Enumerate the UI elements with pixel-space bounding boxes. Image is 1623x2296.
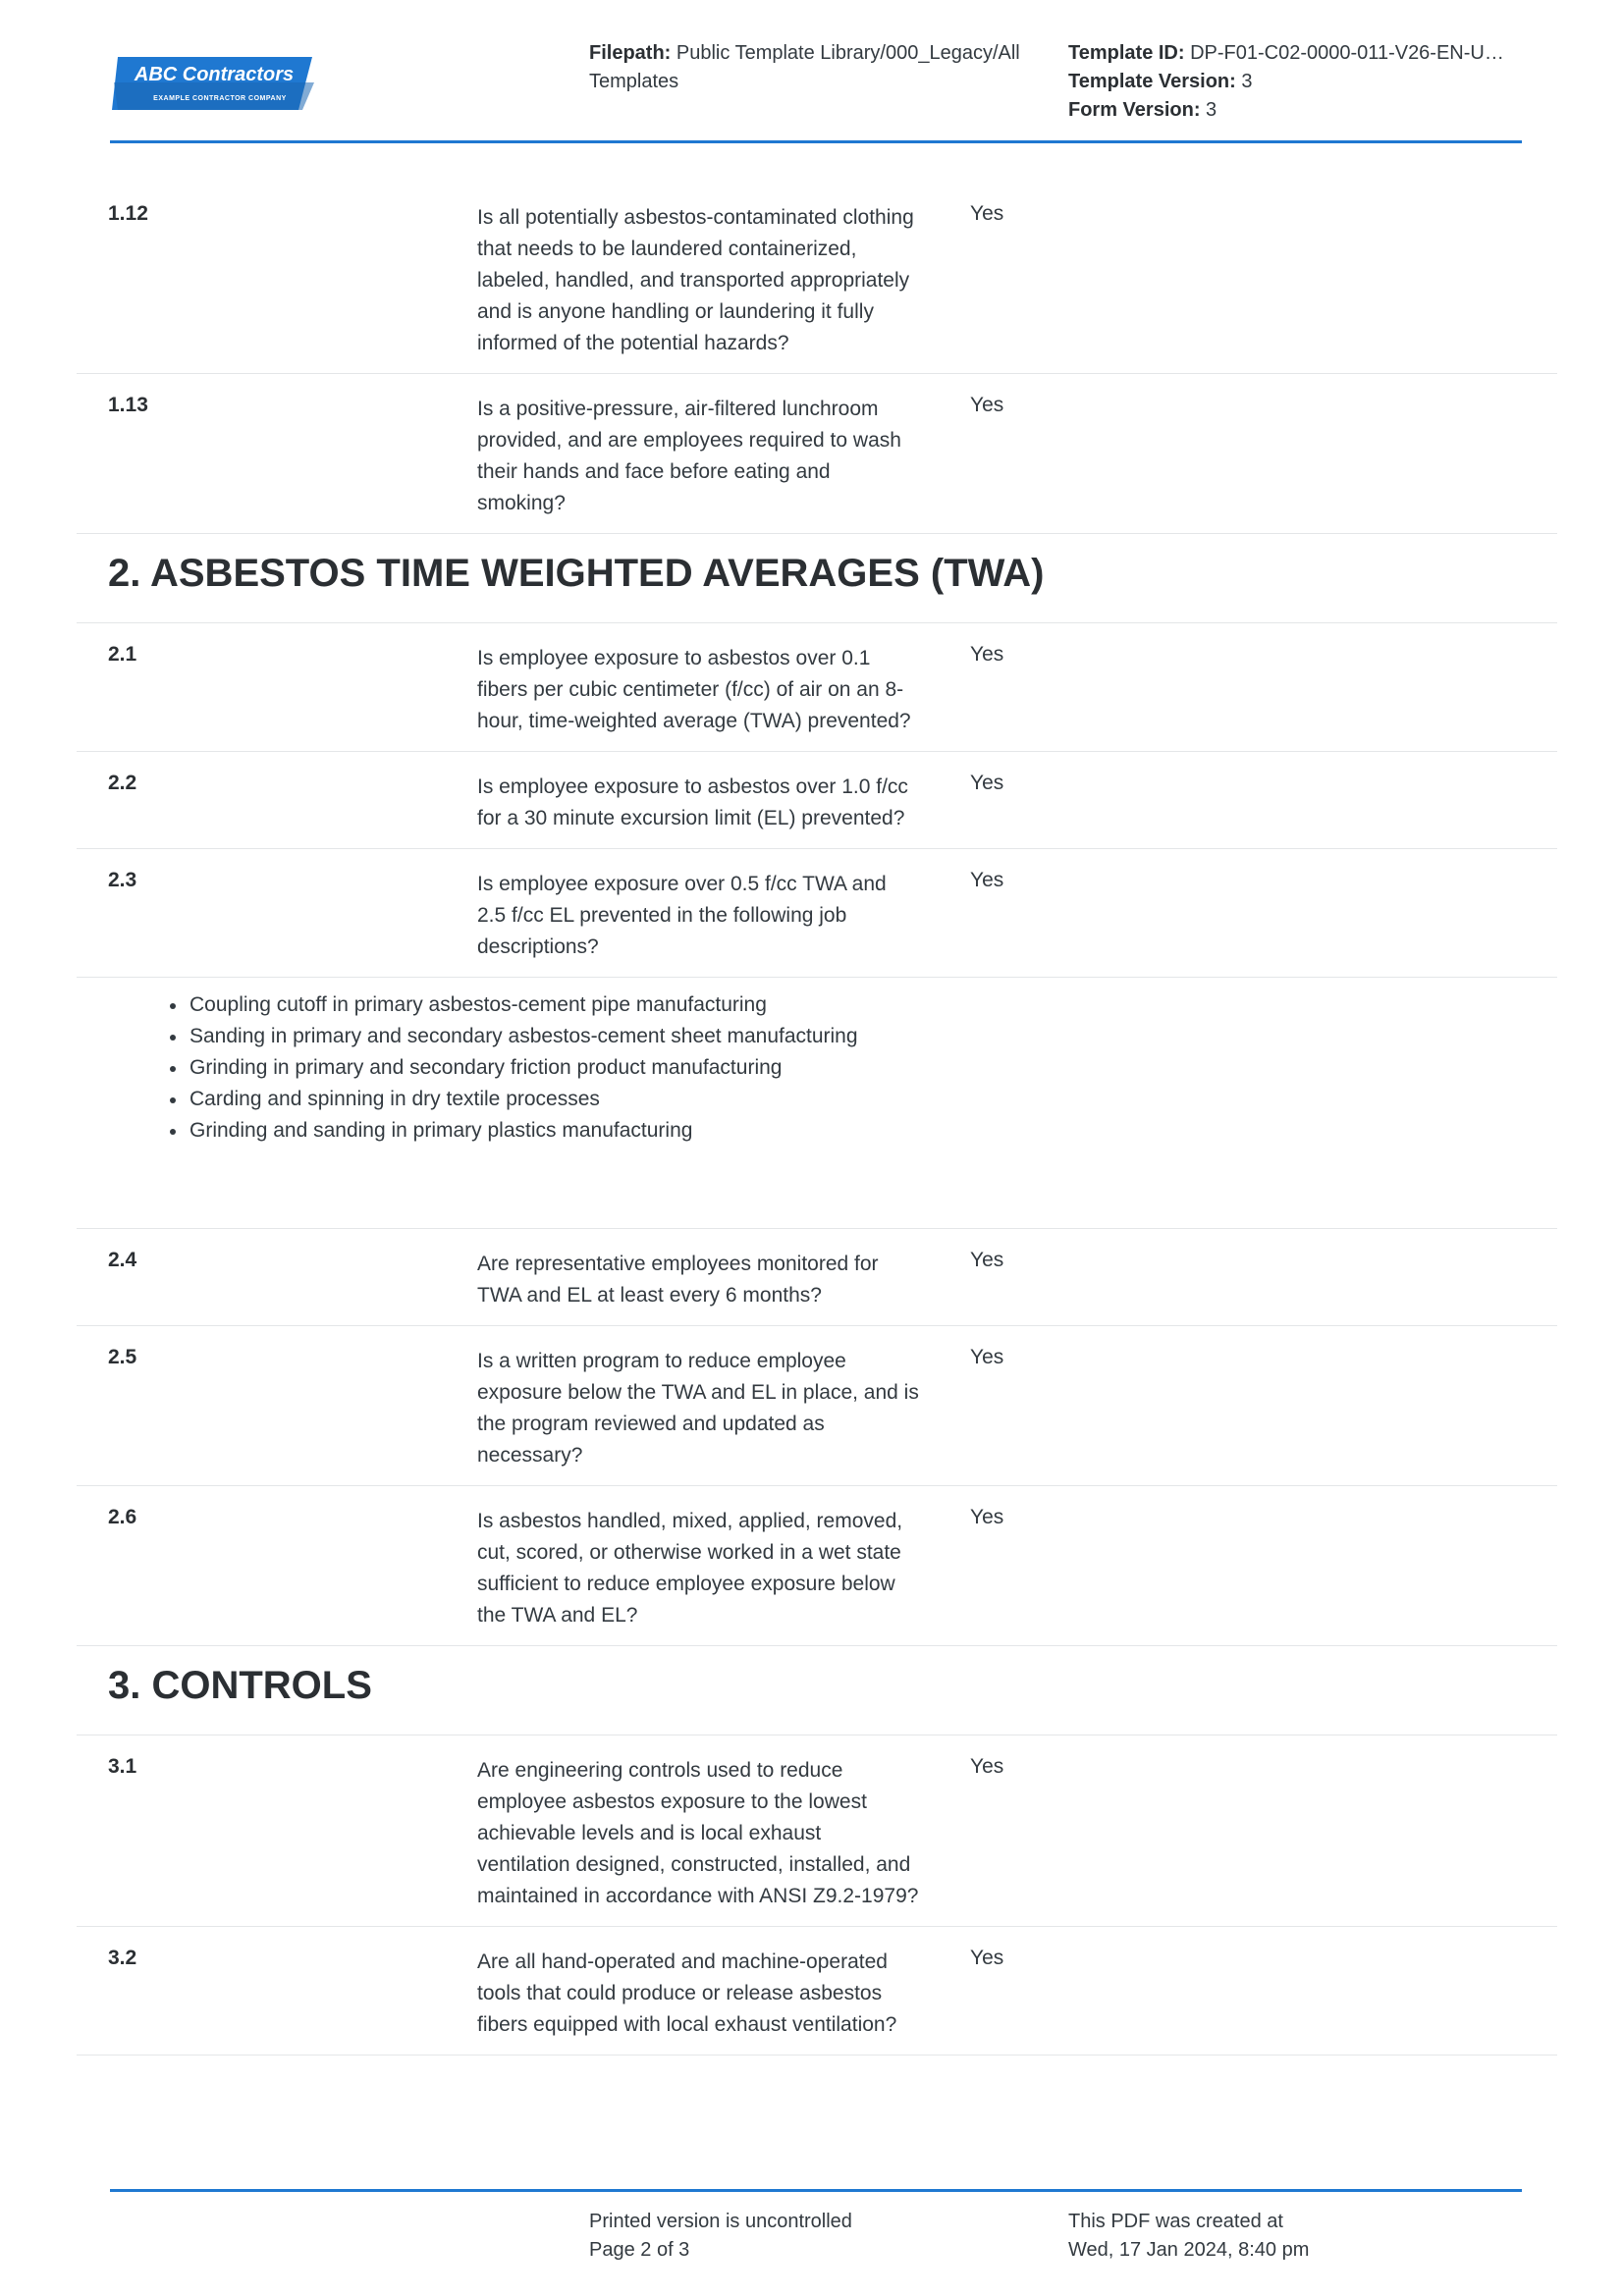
question-text: Are engineering controls used to reduce employee asbestos exposure to the lowest achievable levels and is local exhaust ventilation designed, constructed, installed, and maintained in accordance with ANSI Z9.2-1979? [477, 1759, 919, 1907]
section-title-controls: 3. CONTROLS [77, 1646, 1557, 1735]
question-answer: Yes [970, 202, 1004, 225]
question-answer: Yes [970, 772, 1004, 794]
question-text: Is employee exposure to asbestos over 1.0 f/cc for a 30 minute excursion limit (EL) prevented? [477, 775, 908, 829]
question-row [77, 1486, 1557, 1646]
filepath-label: Filepath: [589, 42, 672, 64]
question-text: Is employee exposure over 0.5 f/cc TWA and 2.5 f/cc EL prevented in the following job descriptions? [477, 873, 887, 958]
form-version-value: 3 [1206, 99, 1217, 121]
question-row [77, 1927, 1557, 2056]
form-version-label: Form Version: [1068, 99, 1201, 121]
question-text: Is employee exposure to asbestos over 0.1 fibers per cubic centimeter (f/cc) of air on an 8-hour, time-weighted average (TWA) prevented? [477, 647, 911, 732]
job-description-list [77, 978, 1557, 1229]
list-item: Coupling cutoff in primary asbestos-cement pipe manufacturing [189, 989, 1557, 1021]
question-text: Is a positive-pressure, air-filtered lunchroom provided, and are employees required to wash their hands and face before eating and smoking? [477, 398, 901, 514]
logo-name: ABC Contractors [134, 64, 295, 85]
question-answer: Yes [970, 1755, 1004, 1778]
question-answer: Yes [970, 1346, 1004, 1368]
question-number: 2.4 [108, 1249, 137, 1271]
template-version-label: Template Version: [1068, 71, 1236, 92]
filepath-value: Public Template Library/000_Legacy/All Templates [589, 42, 1020, 92]
question-number: 1.12 [108, 202, 148, 225]
question-answer: Yes [970, 1249, 1004, 1271]
list-item: Grinding and sanding in primary plastics manufacturing [189, 1115, 1557, 1147]
template-version-line [1068, 68, 1522, 96]
form-version-line [1068, 96, 1522, 125]
list-item: Grinding in primary and secondary friction product manufacturing [189, 1052, 1557, 1084]
created-label: This PDF was created at [1068, 2211, 1283, 2232]
question-answer: Yes [970, 869, 1004, 891]
footer-print-info [589, 2208, 852, 2265]
question-text: Are all hand-operated and machine-operated tools that could produce or release asbestos fibers equipped with local exhaust ventilation? [477, 1950, 897, 2036]
template-version-value: 3 [1241, 71, 1253, 92]
company-logo [110, 53, 316, 114]
question-text: Are representative employees monitored for TWA and EL at least every 6 months? [477, 1253, 879, 1307]
template-id-line [1068, 39, 1522, 68]
question-number: 1.13 [108, 394, 148, 416]
filepath-block [589, 39, 1051, 96]
question-number: 2.3 [108, 869, 137, 891]
template-id-value: DP-F01-C02-0000-011-V26-EN-U… [1190, 42, 1504, 64]
question-row [77, 623, 1557, 752]
question-row [77, 374, 1557, 534]
question-number: 3.1 [108, 1755, 137, 1778]
footer-created-info [1068, 2208, 1309, 2265]
uncontrolled-note: Printed version is uncontrolled [589, 2211, 852, 2232]
question-number: 2.6 [108, 1506, 137, 1528]
question-answer: Yes [970, 1506, 1004, 1528]
question-answer: Yes [970, 643, 1004, 666]
question-row [77, 752, 1557, 849]
question-row [77, 183, 1557, 374]
page-header [110, 39, 1522, 143]
question-row [77, 1326, 1557, 1486]
question-answer: Yes [970, 394, 1004, 416]
question-number: 2.5 [108, 1346, 137, 1368]
list-item: Sanding in primary and secondary asbestos-cement sheet manufacturing [189, 1021, 1557, 1052]
question-row [77, 849, 1557, 978]
question-text: Is a written program to reduce employee exposure below the TWA and EL in place, and is the program reviewed and updated as necessary? [477, 1350, 919, 1467]
template-info-block [1068, 39, 1522, 125]
question-text: Is asbestos handled, mixed, applied, removed, cut, scored, or otherwise worked in a wet state sufficient to reduce employee exposure below the TWA and EL? [477, 1510, 903, 1627]
section-title-twa: 2. ASBESTOS TIME WEIGHTED AVERAGES (TWA) [77, 534, 1557, 623]
question-answer: Yes [970, 1947, 1004, 1969]
created-date: Wed, 17 Jan 2024, 8:40 pm [1068, 2239, 1310, 2261]
question-number: 2.2 [108, 772, 137, 794]
template-id-label: Template ID: [1068, 42, 1185, 64]
question-text: Is all potentially asbestos-contaminated clothing that needs to be laundered containerized, labeled, handled, and transported appropriately and is anyone handling or laundering it fully informed of the potential hazards? [477, 206, 914, 354]
question-row [77, 1735, 1557, 1927]
logo-tagline: EXAMPLE CONTRACTOR COMPANY [153, 95, 287, 102]
page-number: Page 2 of 3 [589, 2239, 690, 2261]
question-row [77, 1229, 1557, 1326]
page-footer [110, 2189, 1522, 2261]
list-item: Carding and spinning in dry textile processes [189, 1084, 1557, 1115]
question-number: 3.2 [108, 1947, 137, 1969]
question-number: 2.1 [108, 643, 137, 666]
checklist-content [77, 183, 1557, 2056]
